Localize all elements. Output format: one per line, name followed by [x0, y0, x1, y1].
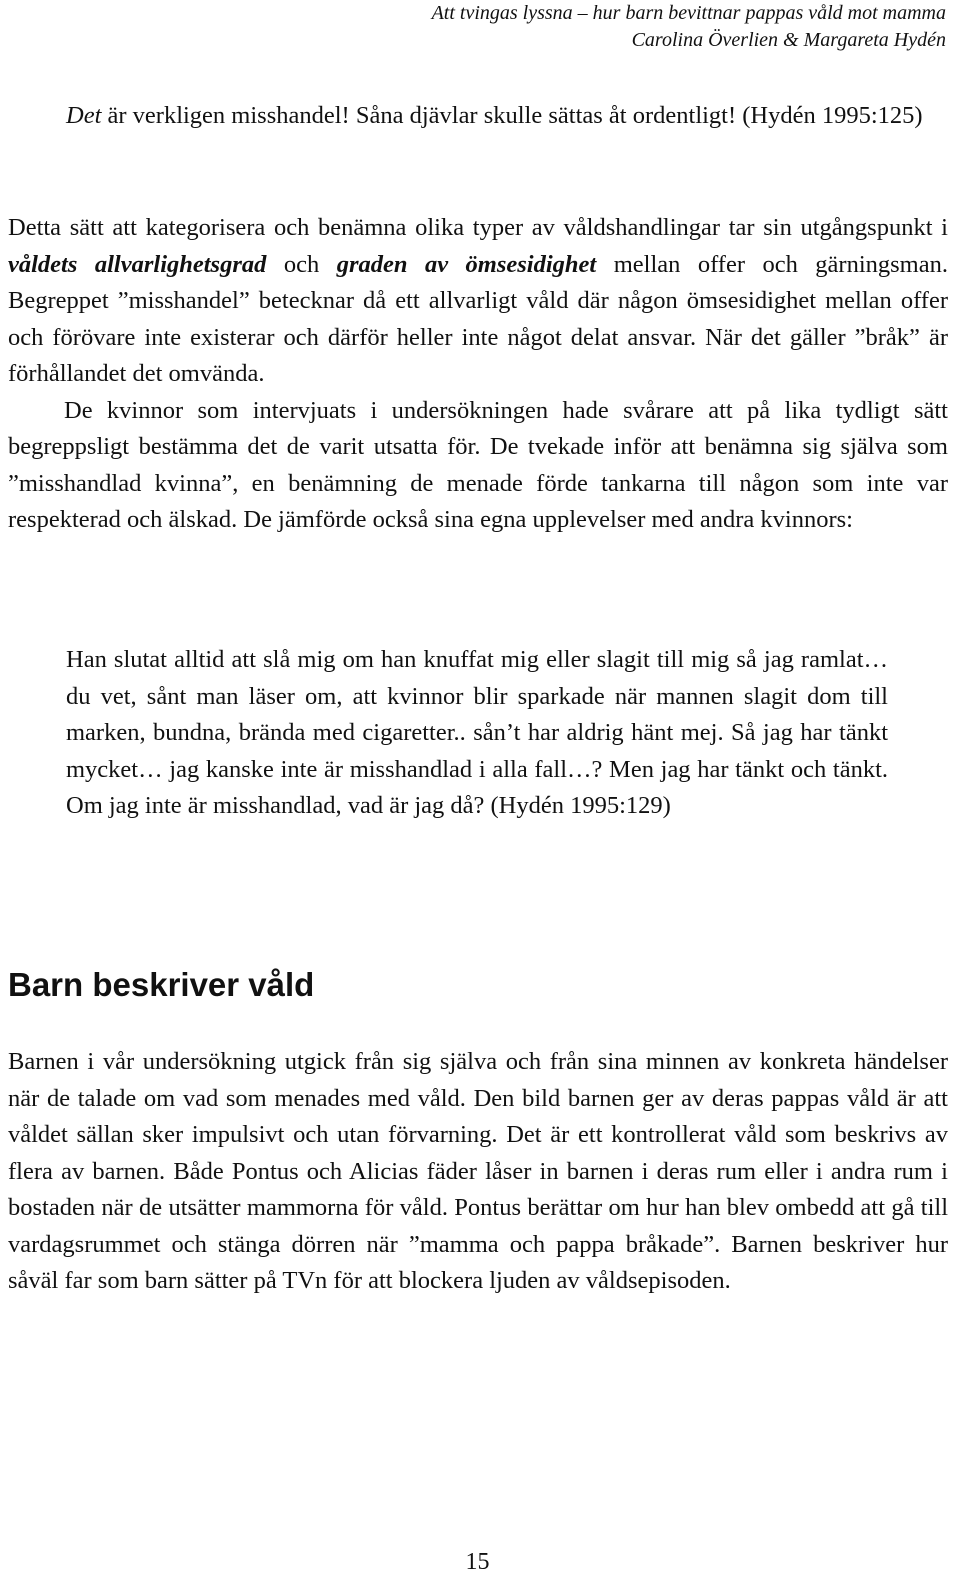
header-authors: Carolina Överlien & Margareta Hydén [631, 29, 946, 51]
body1-paragraph-2: De kvinnor som intervjuats i undersökningen hade svårare att på lika tydligt sätt begreppsligt bestämma det de varit utsatta för. De tvekade inför att benämna sig själva som ”misshandlad kvinna”, en benämning de menade förde tankarna till någon som inte var respekterad och älskad. De jämförde också sina egna upplevelser med andra kvinnors: [8, 396, 948, 533]
body1-p1-text-c: och [266, 250, 337, 278]
body1-p1-emphasis-2: graden av ömsesidighet [336, 250, 597, 278]
body-section-2: Barnen i vår undersökning utgick från sig själva och från sina minnen av konkreta händelser när de talade om vad som menades med våld. Den bild barnen ger av deras pappas våld är att våldet sällan sker impulsivt och utan förvarning. Det är ett kontrollerat våld som beskrivs av flera av barnen. Både Pontus och Alicias fäder låser in barnen i deras rum eller i andra rum i bostaden när de utsätter mammorna för våld. Pontus berättar om hur han blev ombedd att gå till vardagsrummet och stänga dörren när ”mamma och pappa bråkade”. Barnen beskriver hur såväl far som barn sätter på TVn för att blockera ljuden av våldsepisoden. [8, 1048, 948, 1294]
page-number: 15 [465, 1549, 490, 1575]
section-heading: Barn beskriver våld [8, 966, 315, 1003]
body1-p1-emphasis-1: våldets allvarlighetsgrad [8, 250, 267, 278]
block-quote-2: Han slutat alltid att slå mig om han knuffat mig eller slagit till mig så jag ramlat… du vet, sånt man läser om, att kvinnor blir sparkade när mannen slagit dom till marken, bundna, brända med cigaretter.. sån’t har aldrig hänt mej. Så jag har tänkt mycket… jag kanske inte är misshandlad i alla fall…? Men jag har tänkt och tänkt. Om jag inte är misshandlad, vad är jag då? (Hydén 1995:129) [66, 646, 888, 819]
body-section-1 [8, 210, 948, 539]
body1-paragraph-1 [8, 214, 948, 387]
quote1-emphasis: Det [66, 102, 102, 129]
block-quote-1 [66, 98, 936, 135]
quote1-text: är verkligen misshandel! Såna djävlar skulle sättas åt ordentligt! (Hydén 1995:125) [101, 102, 923, 129]
body1-p1-text-e: mellan offer och gärningsman. Begreppet ”misshandel” betecknar då ett allvarligt våld där någon ömsesidighet mellan offer och förövare inte existerar och därför heller inte något delat ansvar. När det gäller ”bråk” är förhållandet det omvända. [8, 250, 948, 387]
running-header [432, 0, 946, 54]
body1-p1-text-a: Detta sätt att kategorisera och benämna olika typer av våldshandlingar tar sin utgångspunkt i [8, 214, 948, 241]
header-title: Att tvingas lyssna – hur barn bevittnar pappas våld mot mamma [431, 2, 946, 24]
